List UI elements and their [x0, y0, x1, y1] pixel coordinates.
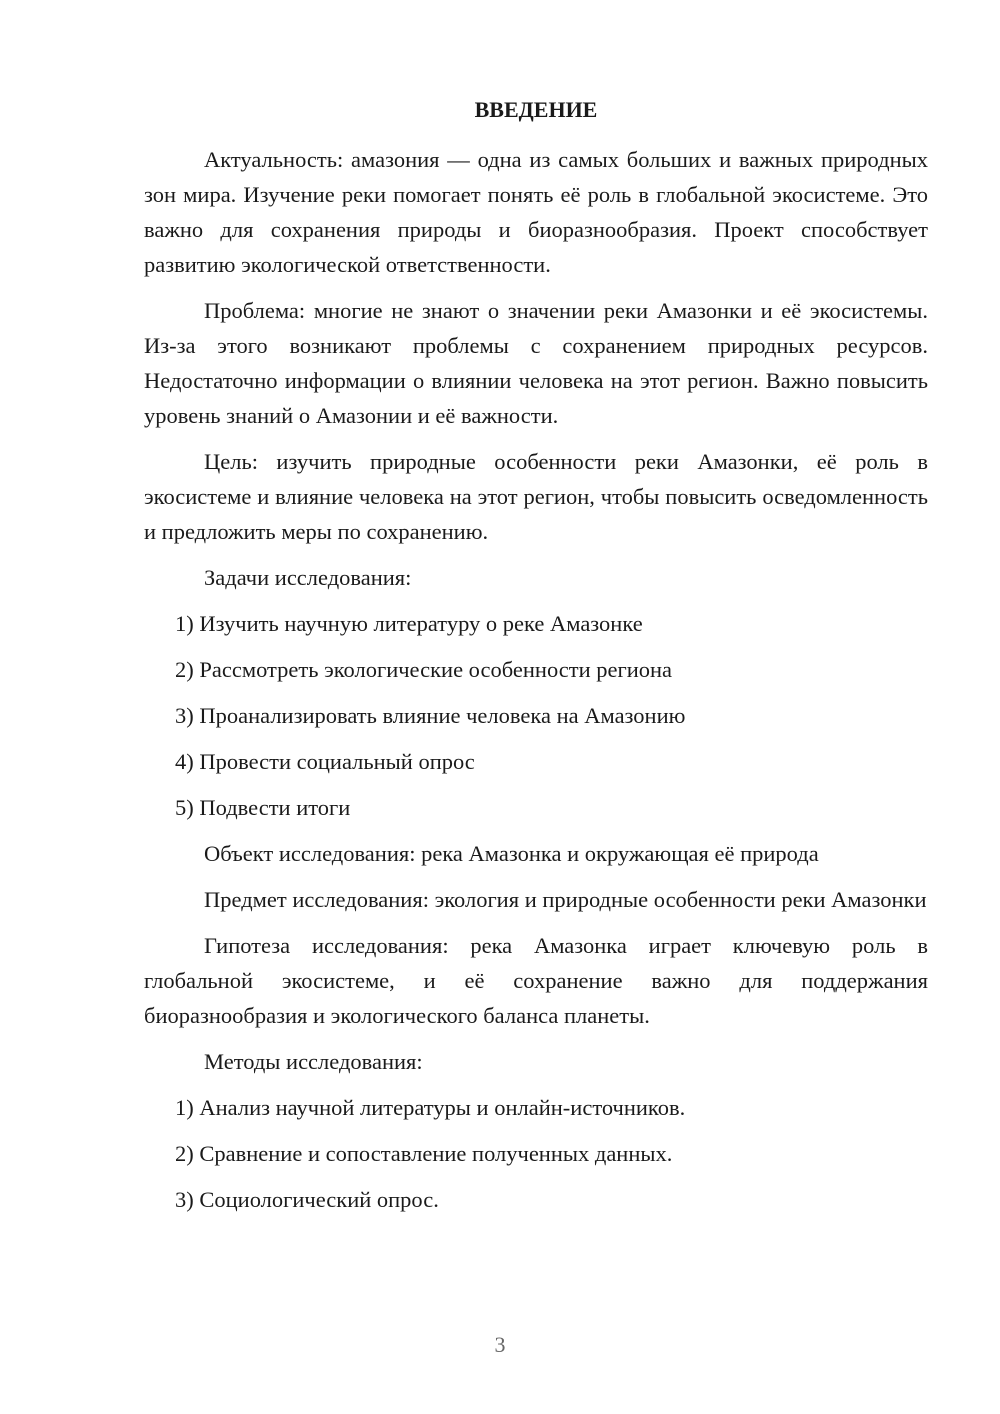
list-item: 5) Подвести итоги [175, 795, 351, 820]
section-heading: ВВЕДЕНИЕ [474, 97, 598, 122]
list-item: 4) Провести социальный опрос [175, 749, 475, 774]
tasks-heading: Задачи исследования: [204, 565, 412, 590]
tasks-list [144, 606, 928, 825]
methods-list [144, 1090, 928, 1217]
goal-paragraph: Цель: изучить природные особенности реки Амазонки, её роль в экосистеме и влияние человека на этот регион, чтобы повысить осведомленность и предложить меры по сохранению. [144, 449, 928, 544]
list-item: 2) Сравнение и сопоставление полученных данных. [175, 1141, 673, 1166]
object-line: Объект исследования: река Амазонка и окружающая её природа [204, 841, 819, 866]
list-item: 3) Проанализировать влияние человека на Амазонию [175, 703, 686, 728]
document-page [144, 92, 928, 1228]
list-item: 1) Изучить научную литературу о реке Амазонке [175, 611, 643, 636]
relevance-paragraph: Актуальность: амазония — одна из самых больших и важных природных зон мира. Изучение реки помогает понять её роль в глобальной экосистеме. Это важно для сохранения природы и биоразнообразия. Проект способствует развитию экологической ответственности. [144, 147, 928, 277]
list-item: 1) Анализ научной литературы и онлайн-источников. [175, 1095, 686, 1120]
problem-paragraph: Проблема: многие не знают о значении реки Амазонки и её экосистемы. Из-за этого возникают проблемы с сохранением природных ресурсов. Недостаточно информации о влиянии человека на этот регион. Важно повысить уровень знаний о Амазонии и её важности. [144, 298, 928, 428]
list-item: 2) Рассмотреть экологические особенности региона [175, 657, 673, 682]
hypothesis-paragraph: Гипотеза исследования: река Амазонка играет ключевую роль в глобальной экосистеме, и её сохранение важно для поддержания биоразнообразия и экологического баланса планеты. [144, 933, 928, 1028]
page-number: 3 [494, 1332, 506, 1357]
list-item: 3) Социологический опрос. [175, 1187, 439, 1212]
subject-paragraph: Предмет исследования: экология и природные особенности реки Амазонки [204, 887, 927, 912]
methods-heading: Методы исследования: [204, 1049, 423, 1074]
